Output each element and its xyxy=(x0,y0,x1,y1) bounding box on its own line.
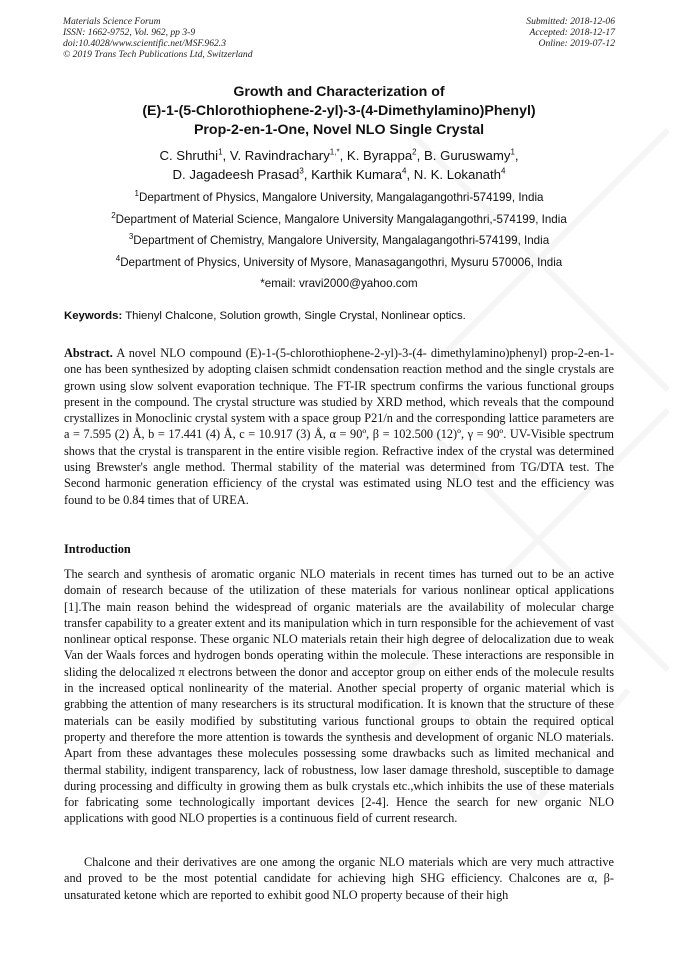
abstract xyxy=(64,345,614,508)
author-name: K. Byrappa xyxy=(346,148,413,163)
author-line xyxy=(40,146,638,165)
affiliation-text: Department of Material Science, Mangalore University Mangalagangothri,-574199, India xyxy=(115,212,567,226)
author-affiliation-mark: 1,* xyxy=(329,147,340,157)
abstract-text: A novel NLO compound (E)-1-(5-chlorothiophene-2-yl)-3-(4- dimethylamino)phenyl) prop-2-en-1-one has been synthesized by adopting claisen schmidt condensation reaction method and the single crystals are grown using slow solvent evaporation technique. The FT-IR spectrum confirms the various functional groups present in the compound. The crystal structure was studied by XRD method, which reveals that the compound crystallizes in Monoclinic crystal system with a space group P21/n and the corresponding lattice parameters are a = 7.595 (2) Å, b = 17.441 (4) Å, c = 10.917 (3) Å, α = 90º, β = 102.500 (12)º, γ = 90º. UV-Visible spectrum shows that the crystal is transparent in the entire visible region. Refractive index of the crystal was determined using Brewster's angle method. Thermal stability of the material was determined from TG/DTA test. The Second harmonic generation efficiency of the crystal was estimated using NLO test and the efficiency was found to be 0.84 times that of UREA. xyxy=(64,346,614,507)
affiliation-text: Department of Physics, Mangalore University, Mangalagangothri-574199, India xyxy=(138,191,544,204)
corresponding-email[interactable]: *email: vravi2000@yahoo.com xyxy=(260,277,418,290)
affiliation xyxy=(40,252,638,274)
online-date: Online: 2019-07-12 xyxy=(538,38,615,49)
affiliation-text: Department of Physics, University of Mysore, Manasagangothri, Mysuru 570006, India xyxy=(120,255,563,269)
affiliation xyxy=(40,187,638,209)
title-line: Growth and Characterization of xyxy=(233,84,445,100)
copyright: © 2019 Trans Tech Publications Ltd, Switzerland xyxy=(63,49,253,60)
affiliation xyxy=(40,230,638,252)
author-separator: , xyxy=(416,148,424,163)
author-separator: , xyxy=(303,167,312,182)
keywords xyxy=(64,309,618,323)
author-separator: , xyxy=(222,148,230,163)
keywords-label: Keywords: xyxy=(64,310,123,322)
affiliation-number: 2 xyxy=(111,210,116,220)
journal-info xyxy=(63,16,253,60)
affiliation-text: Department of Chemistry, Mangalore University, Mangalagangothri-574199, India xyxy=(133,234,550,247)
abstract-label: Abstract. xyxy=(64,346,113,360)
affiliation-list xyxy=(40,187,638,295)
author-name: B. Guruswamy xyxy=(423,148,511,163)
author-affiliation-mark: 4 xyxy=(402,166,407,176)
title-line: Prop-2-en-1-One, Novel NLO Single Crystal xyxy=(193,122,485,138)
author-separator: , xyxy=(514,148,519,163)
affiliation-number: 1 xyxy=(134,189,139,199)
affiliation-number: 3 xyxy=(128,232,134,242)
accepted-date: Accepted: 2018-12-17 xyxy=(529,27,615,38)
affiliation-number: 4 xyxy=(115,253,121,263)
section-heading-introduction: Introduction xyxy=(64,542,131,556)
author-name: Karthik Kumara xyxy=(311,167,402,182)
author-line xyxy=(40,165,638,184)
author-name: C. Shruthi xyxy=(159,148,219,163)
author-affiliation-mark: 2 xyxy=(412,147,417,157)
author-separator: , xyxy=(406,167,414,182)
journal-name: Materials Science Forum xyxy=(63,16,161,27)
author-name: D. Jagadeesh Prasad xyxy=(172,167,300,182)
doi-link[interactable]: doi:10.4028/www.scientific.net/MSF.962.3 xyxy=(63,38,226,49)
introduction-paragraph-2: Chalcone and their derivatives are one among the organic NLO materials which are very much attractive and proved to be the most potential candidate for achieving high SHG efficiency. Chalcones are α, β-unsaturated ketone which are reported to exhibit good NLO property because of their high xyxy=(64,855,614,902)
author-affiliation-mark: 4 xyxy=(501,166,506,176)
author-name: N. K. Lokanath xyxy=(413,167,502,182)
author-separator: , xyxy=(339,148,347,163)
introduction-paragraph-1: The search and synthesis of aromatic organic NLO materials in recent times has turned out to be an active domain of research because of the utilization of these materials for various nonlinear optical applications [1].The main reason behind the widespread of organic materials are the availability of molecular charge transfer capability to a greater extent and its manipulation which in turn responsible for the achievement of vast nonlinear optical response. These organic NLO materials retain their high degree of delocalization due to weak Van der Waals forces and hydrogen bonds operating within the molecule. These interactions are responsible in sliding the delocalized π electrons between the donor and acceptor group on either ends of the molecule results in the increased optical nonlinearity of the material. Another special property of organic material which is grabbing the attention of many researchers is its structural modification. It is known that the structure of these materials can be easily modified by substituting various functional groups to obtain the required optical property and therefore the more attention is towards the synthesis and development of organic NLO materials. Apart from these advantages these molecules possessing some drawbacks such as limited mechanical and thermal stability, indigent transparency, lack of robustness, low laser damage threshold, susceptible to damage during processing and difficulty in growing them as bulk crystals etc.,which inhibits the use of these materials for fabricating some technologically important devices [2-4]. Hence the search for new organic NLO applications with good NLO properties is a continuous field of current research. xyxy=(64,567,614,826)
affiliation xyxy=(40,209,638,231)
author-affiliation-mark: 1 xyxy=(218,147,223,157)
author-affiliation-mark: 3 xyxy=(299,166,304,176)
author-list xyxy=(40,146,638,184)
keywords-text: Thienyl Chalcone, Solution growth, Single Crystal, Nonlinear optics. xyxy=(125,310,466,322)
author-affiliation-mark: 1 xyxy=(510,147,515,157)
submitted-date: Submitted: 2018-12-06 xyxy=(526,16,615,27)
issn-volume: ISSN: 1662-9752, Vol. 962, pp 3-9 xyxy=(63,27,196,38)
submission-dates xyxy=(526,16,615,49)
paper-title xyxy=(40,83,638,140)
title-line: (E)-1-(5-Chlorothiophene-2-yl)-3-(4-Dimethylamino)Phenyl) xyxy=(142,103,536,119)
author-name: V. Ravindrachary xyxy=(229,148,330,163)
